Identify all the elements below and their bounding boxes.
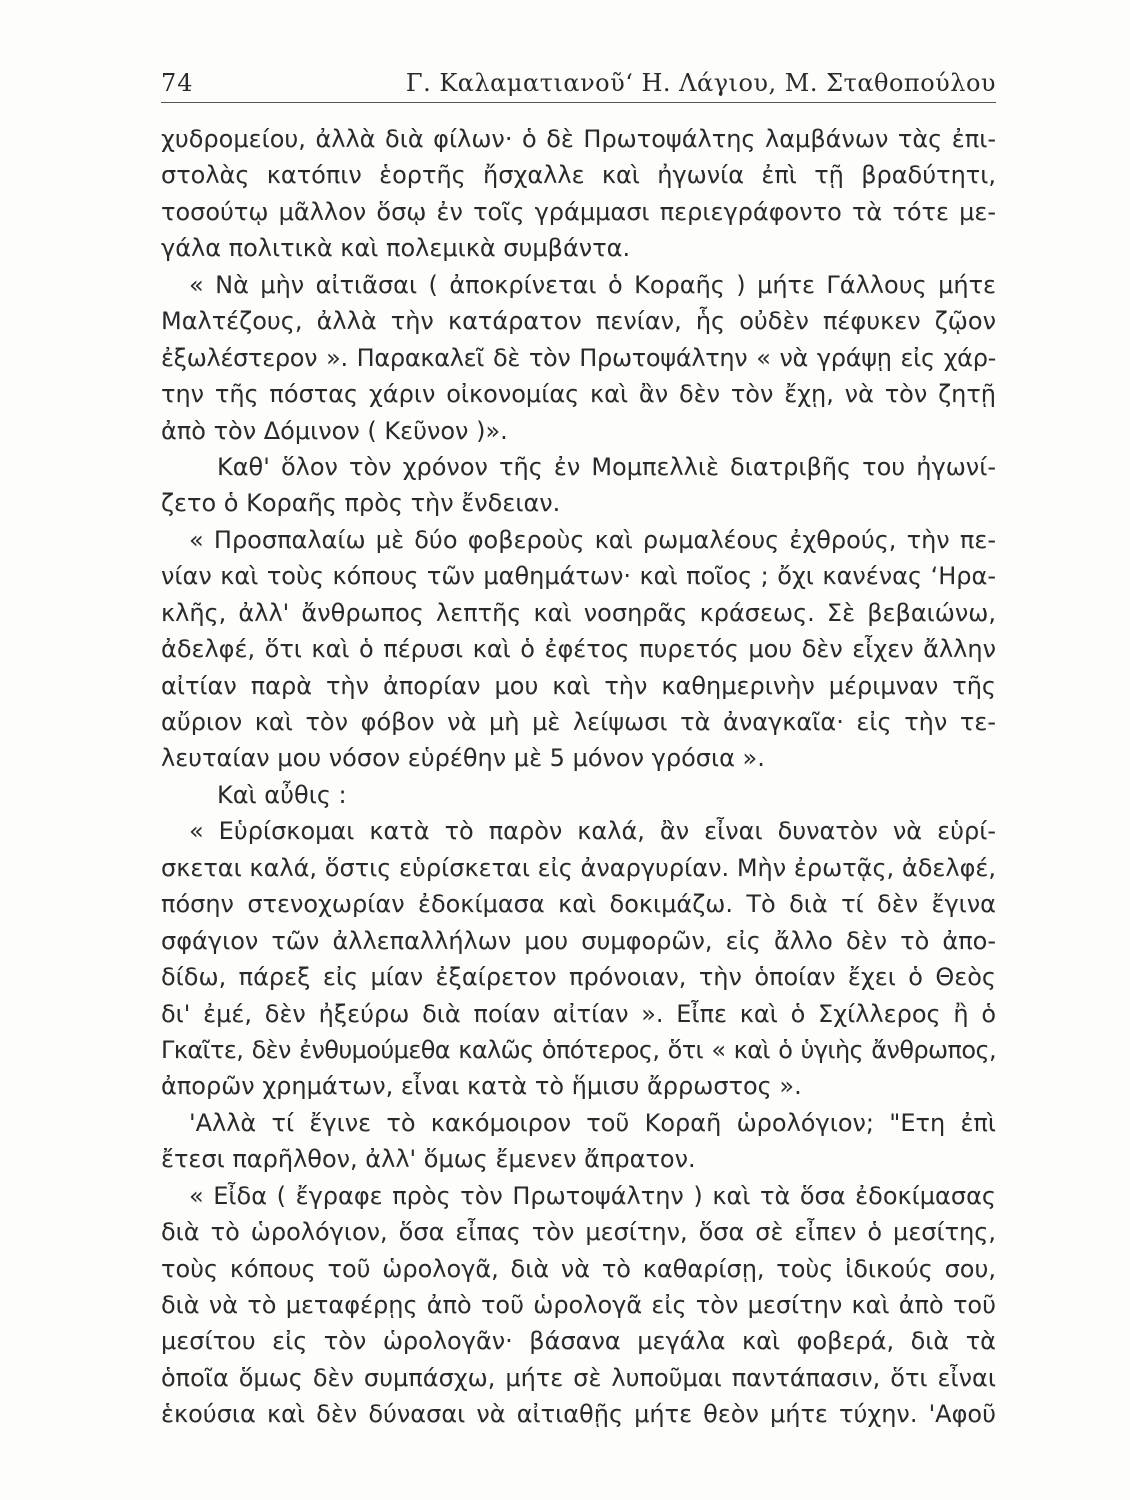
text-line: ἀδελφέ, ὅτι καὶ ὁ πέρυσι καὶ ὁ ἐφέτος πυρετός μου δὲν εἶχεν ἄλλην — [161, 635, 996, 664]
text-line: Καθ' ὅλον τὸν χρόνον τῆς ἐν Μομπελλιὲ διατριβῆς του ἠγωνί- — [217, 452, 996, 481]
text-line: « Εἶδα ( ἔγραφε πρὸς τὸν Πρωτοψάλτην ) καὶ τὰ ὅσα ἐδοκίμασας — [189, 1181, 996, 1210]
text-line: αὔριον καὶ τὸν φόβον νὰ μὴ μὲ λείψωσι τὰ ἀναγκαῖα· εἰς τὴν τε- — [161, 708, 996, 736]
text-line: ὁποῖα ὅμως δὲν συμπάσχω, μήτε σὲ λυποῦμαι παντάπασιν, ὅτι εἶναι — [161, 1363, 996, 1392]
text-line: Καὶ αὖθις : — [217, 780, 347, 809]
text-line: λευταίαν μου νόσον εὑρέθην μὲ 5 μόνον γρόσια ». — [161, 744, 765, 773]
text-line: χυδρομείου, ἀλλὰ διὰ φίλων· ὁ δὲ Πρωτοψάλτης λαμβάνων τὰς ἐπι- — [161, 125, 996, 153]
text-line: δι' ἐμέ, δὲν ἠξεύρω διὰ ποίαν αἰτίαν ». Εἶπε καὶ ὁ Σχίλλερος ἢ ὁ — [161, 999, 996, 1028]
text-line: διὰ τὸ ὡρολόγιον, ὅσα εἶπας τὸν μεσίτην, ὅσα σὲ εἶπεν ὁ μεσίτης, — [161, 1218, 996, 1247]
text-line: πόσην στενοχωρίαν ἐδοκίμασα καὶ δοκιμάζω. Τὸ διὰ τί δὲν ἔγινα — [161, 890, 996, 919]
text-line: ἑκούσια καὶ δὲν δύνασαι νὰ αἰτιαθῇς μήτε θεὸν μήτε τύχην. 'Αφοῦ — [161, 1400, 996, 1429]
text-line: σφάγιον τῶν ἀλλεπαλλήλων μου συμφορῶν, εἰς ἄλλο δὲν τὸ ἀπο- — [161, 926, 996, 955]
text-line: « Νὰ μὴν αἰτιᾶσαι ( ἀποκρίνεται ὁ Κοραῆς ) μήτε Γάλλους μήτε — [189, 270, 996, 299]
running-title: Γ. Καλαματιανοῦ‘ Η. Λάγιου, Μ. Σταθοπούλου — [405, 69, 996, 97]
text-line: νίαν καὶ τοὺς κόπους τῶν μαθημάτων· καὶ ποῖος ; ὄχι κανένας ‘Ηρα- — [161, 562, 996, 591]
text-line: Γκαῖτε, δὲν ἐνθυμούμεθα καλῶς ὁπότερος, ὅτι « καὶ ὁ ὑγιὴς ἄνθρωπος, — [161, 1035, 996, 1064]
text-line: Μαλτέζους, ἀλλὰ τὴν κατάρατον πενίαν, ἧς οὐδὲν πέφυκεν ζῷον — [161, 307, 996, 336]
text-line: ἀπορῶν χρημάτων, εἶναι κατὰ τὸ ἥμισυ ἄρρωστος ». — [161, 1072, 802, 1101]
text-line: μεσίτου εἰς τὸν ὡρολογᾶν· βάσανα μεγάλα καὶ φοβερά, διὰ τὰ — [161, 1327, 996, 1356]
text-line: ἔτεσι παρῆλθον, ἀλλ' ὅμως ἔμενεν ἄπρατον. — [161, 1145, 696, 1174]
text-line: ζετο ὁ Κοραῆς πρὸς τὴν ἔνδειαν. — [161, 489, 561, 518]
text-line: κλῆς, ἀλλ' ἄνθρωπος λεπτῆς καὶ νοσηρᾶς κράσεως. Σὲ βεβαιώνω, — [161, 598, 996, 627]
text-line: τοσούτῳ μᾶλλον ὅσῳ ἐν τοῖς γράμμασι περιεγράφοντο τὰ τότε με- — [161, 197, 996, 226]
text-line: δίδω, πάρεξ εἰς μίαν ἐξαίρετον πρόνοιαν, τὴν ὁποίαν ἔχει ὁ Θεὸς — [161, 963, 996, 992]
running-head — [161, 66, 996, 103]
text-line: την τῆς πόστας χάριν οἰκονομίας καὶ ἂν δὲν τὸν ἔχῃ, νὰ τὸν ζητῇ — [161, 380, 996, 409]
text-line: γάλα πολιτικὰ καὶ πολεμικὰ συμβάντα. — [161, 234, 631, 263]
text-line: 'Αλλὰ τί ἔγινε τὸ κακόμοιρον τοῦ Κοραῆ ὡρολόγιον; "Ετη ἐπὶ — [189, 1108, 996, 1137]
page-number: 74 — [161, 69, 194, 97]
text-line: τοὺς κόπους τοῦ ὡρολογᾶ, διὰ νὰ τὸ καθαρίσῃ, τοὺς ἰδικούς σου, — [161, 1254, 996, 1283]
body-text — [161, 121, 996, 1433]
text-line: στολὰς κατόπιν ἑορτῆς ἤσχαλλε καὶ ἠγωνία ἐπὶ τῇ βραδύτητι, — [161, 161, 996, 190]
text-line: « Εὑρίσκομαι κατὰ τὸ παρὸν καλά, ἂν εἶναι δυνατὸν νὰ εὑρί- — [189, 817, 996, 846]
text-line: ἀπὸ τὸν Δόμινον ( Κεῦνον )». — [161, 416, 508, 445]
text-line: σκεται καλά, ὅστις εὑρίσκεται εἰς ἀναργυρίαν. Μὴν ἐρωτᾷς, ἀδελφέ, — [161, 853, 996, 882]
text-line: ἐξωλέστερον ». Παρακαλεῖ δὲ τὸν Πρωτοψάλτην « νὰ γράψῃ εἰς χάρ- — [161, 343, 996, 372]
text-line: αἰτίαν παρὰ τὴν ἀπορίαν μου καὶ τὴν καθημερινὴν μέριμναν τῆς — [161, 671, 996, 700]
text-line: « Προσπαλαίω μὲ δύο φοβεροὺς καὶ ρωμαλέους ἐχθρούς, τὴν πε- — [189, 525, 996, 554]
text-line: διὰ νὰ τὸ μεταφέρῃς ἀπὸ τοῦ ὡρολογᾶ εἰς τὸν μεσίτην καὶ ἀπὸ τοῦ — [161, 1291, 996, 1319]
